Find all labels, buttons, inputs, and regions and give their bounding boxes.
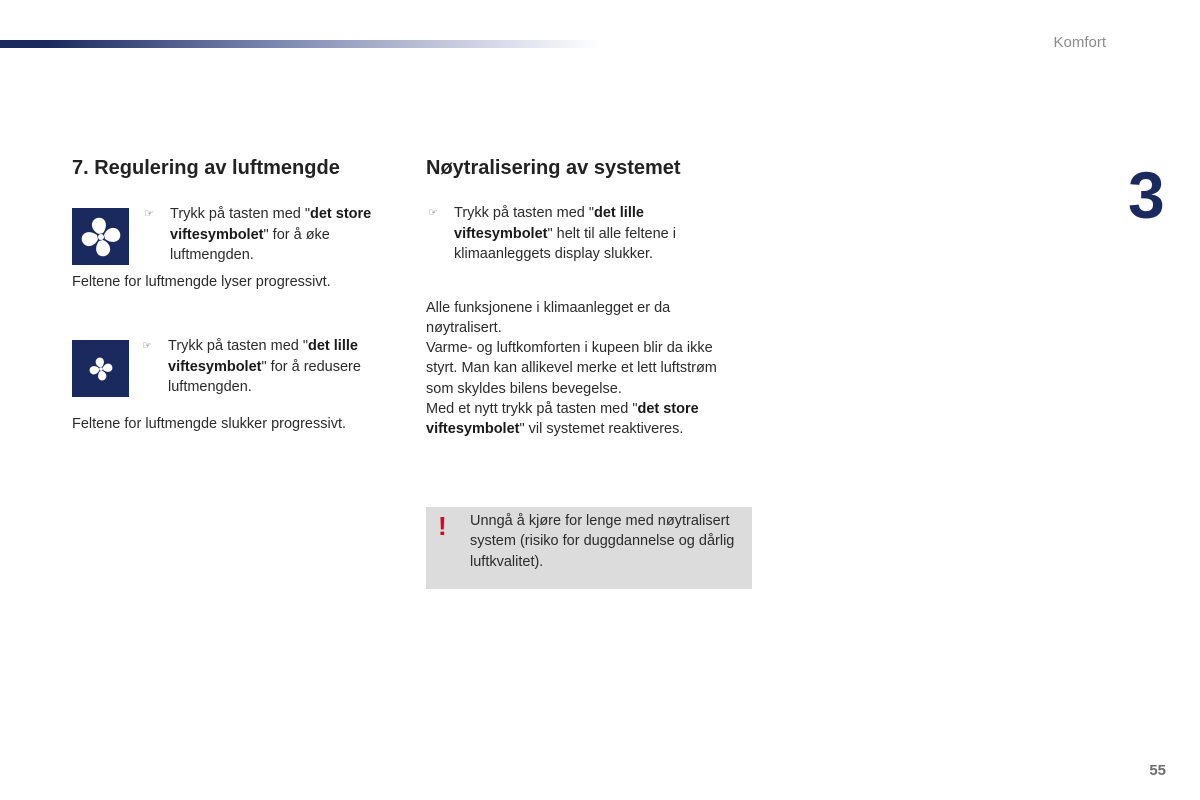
- large-fan-icon: [72, 208, 129, 265]
- arrow-bullet-icon: ☞: [428, 207, 438, 219]
- small-fan-icon: [72, 340, 129, 397]
- warning-text: Unngå å kjøre for lenge med nøytralisert system (risiko for duggdannelse og dårlig luftkvalitet).: [470, 513, 735, 570]
- left-bullet-increase: ☞ Trykk på tasten med "det store viftesymbolet" for å øke luftmengden.: [144, 206, 372, 263]
- right-paragraph-reactivate: Med et nytt trykk på tasten med "det store viftesymbolet" vil systemet reaktiveres.: [426, 401, 699, 438]
- warning-exclamation-icon: !: [438, 511, 447, 541]
- left-note-decrease: Feltene for luftmengde slukker progressivt.: [72, 416, 347, 432]
- header-gradient-bar: [0, 40, 600, 48]
- chapter-number: 3: [1128, 158, 1165, 232]
- section-label: Komfort: [1053, 34, 1106, 51]
- right-paragraph-neutralized: Alle funksjonene i klimaanlegget er da nøytralisert.: [426, 300, 671, 337]
- left-section-title: 7. Regulering av luftmengde: [72, 157, 340, 179]
- warning-box: [426, 507, 752, 589]
- left-note-increase: Feltene for luftmengde lyser progressivt.: [72, 274, 331, 290]
- left-bullet-decrease: ☞ Trykk på tasten med "det lille viftesymbolet" for å redusere luftmengden.: [142, 338, 361, 395]
- page-number: 55: [1149, 762, 1166, 779]
- right-paragraph-comfort: Varme- og luftkomforten i kupeen blir da ikke styrt. Man kan allikevel merke et lett luftstrøm som skyldes bilens bevegelse.: [426, 340, 717, 397]
- arrow-bullet-icon: ☞: [142, 340, 152, 352]
- arrow-bullet-icon: ☞: [144, 208, 154, 220]
- right-bullet-neutralize: ☞ Trykk på tasten med "det lille viftesymbolet" helt til alle feltene i klimaanleggets display slukker.: [428, 205, 676, 262]
- right-section-title: Nøytralisering av systemet: [426, 157, 681, 179]
